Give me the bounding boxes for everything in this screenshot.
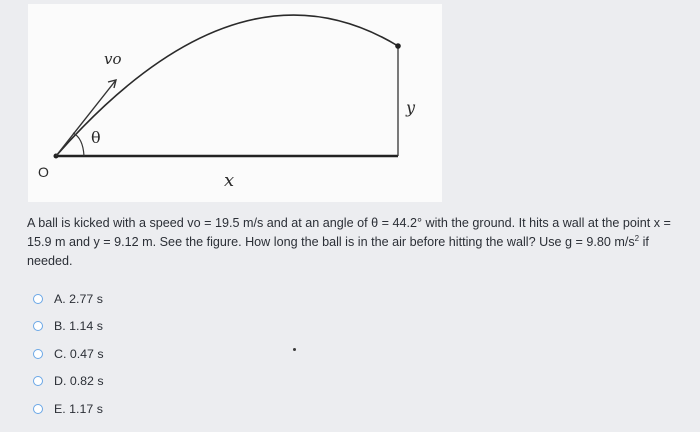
radio-button-icon[interactable] bbox=[33, 321, 43, 331]
option-c[interactable] bbox=[33, 340, 104, 368]
option-e-label: E. 1.17 s bbox=[54, 401, 103, 416]
origin-label: O bbox=[38, 164, 49, 180]
projectile-figure bbox=[28, 4, 442, 202]
radio-button-icon[interactable] bbox=[33, 376, 43, 386]
question-superscript: 2 bbox=[634, 233, 640, 243]
option-b-label: B. 1.14 s bbox=[54, 319, 103, 334]
initial-velocity-label: vo bbox=[104, 50, 122, 68]
question-text-end: if needed. bbox=[27, 235, 649, 268]
radio-button-icon[interactable] bbox=[33, 294, 43, 304]
option-a-label: A. 2.77 s bbox=[54, 291, 103, 306]
radio-button-icon[interactable] bbox=[33, 404, 43, 414]
projectile-diagram bbox=[28, 4, 442, 202]
option-d-label: D. 0.82 s bbox=[54, 374, 104, 389]
mouse-cursor-icon bbox=[293, 348, 296, 351]
radio-button-icon[interactable] bbox=[33, 349, 43, 359]
trajectory-arc bbox=[56, 15, 398, 156]
option-c-label: C. 0.47 s bbox=[54, 346, 104, 361]
option-d[interactable] bbox=[33, 368, 104, 396]
x-distance-label: x bbox=[224, 170, 235, 191]
option-e[interactable] bbox=[33, 395, 104, 423]
impact-point bbox=[395, 43, 401, 49]
question-text-main: A ball is kicked with a speed vo = 19.5 m/s and at an angle of θ = 44.2° with the ground. It hits a wall at the point x = 15.9 m and y = 9.12 m. See the figure. How long the ball is in the air before hitting the wall? Use g = 9.80 m/s bbox=[27, 216, 671, 249]
option-a[interactable] bbox=[33, 285, 104, 313]
answer-options bbox=[33, 285, 104, 423]
velocity-arrow bbox=[56, 80, 116, 156]
question-text bbox=[27, 214, 677, 271]
angle-theta-label: θ bbox=[91, 128, 101, 147]
option-b[interactable] bbox=[33, 313, 104, 341]
y-height-label: y bbox=[406, 98, 416, 117]
